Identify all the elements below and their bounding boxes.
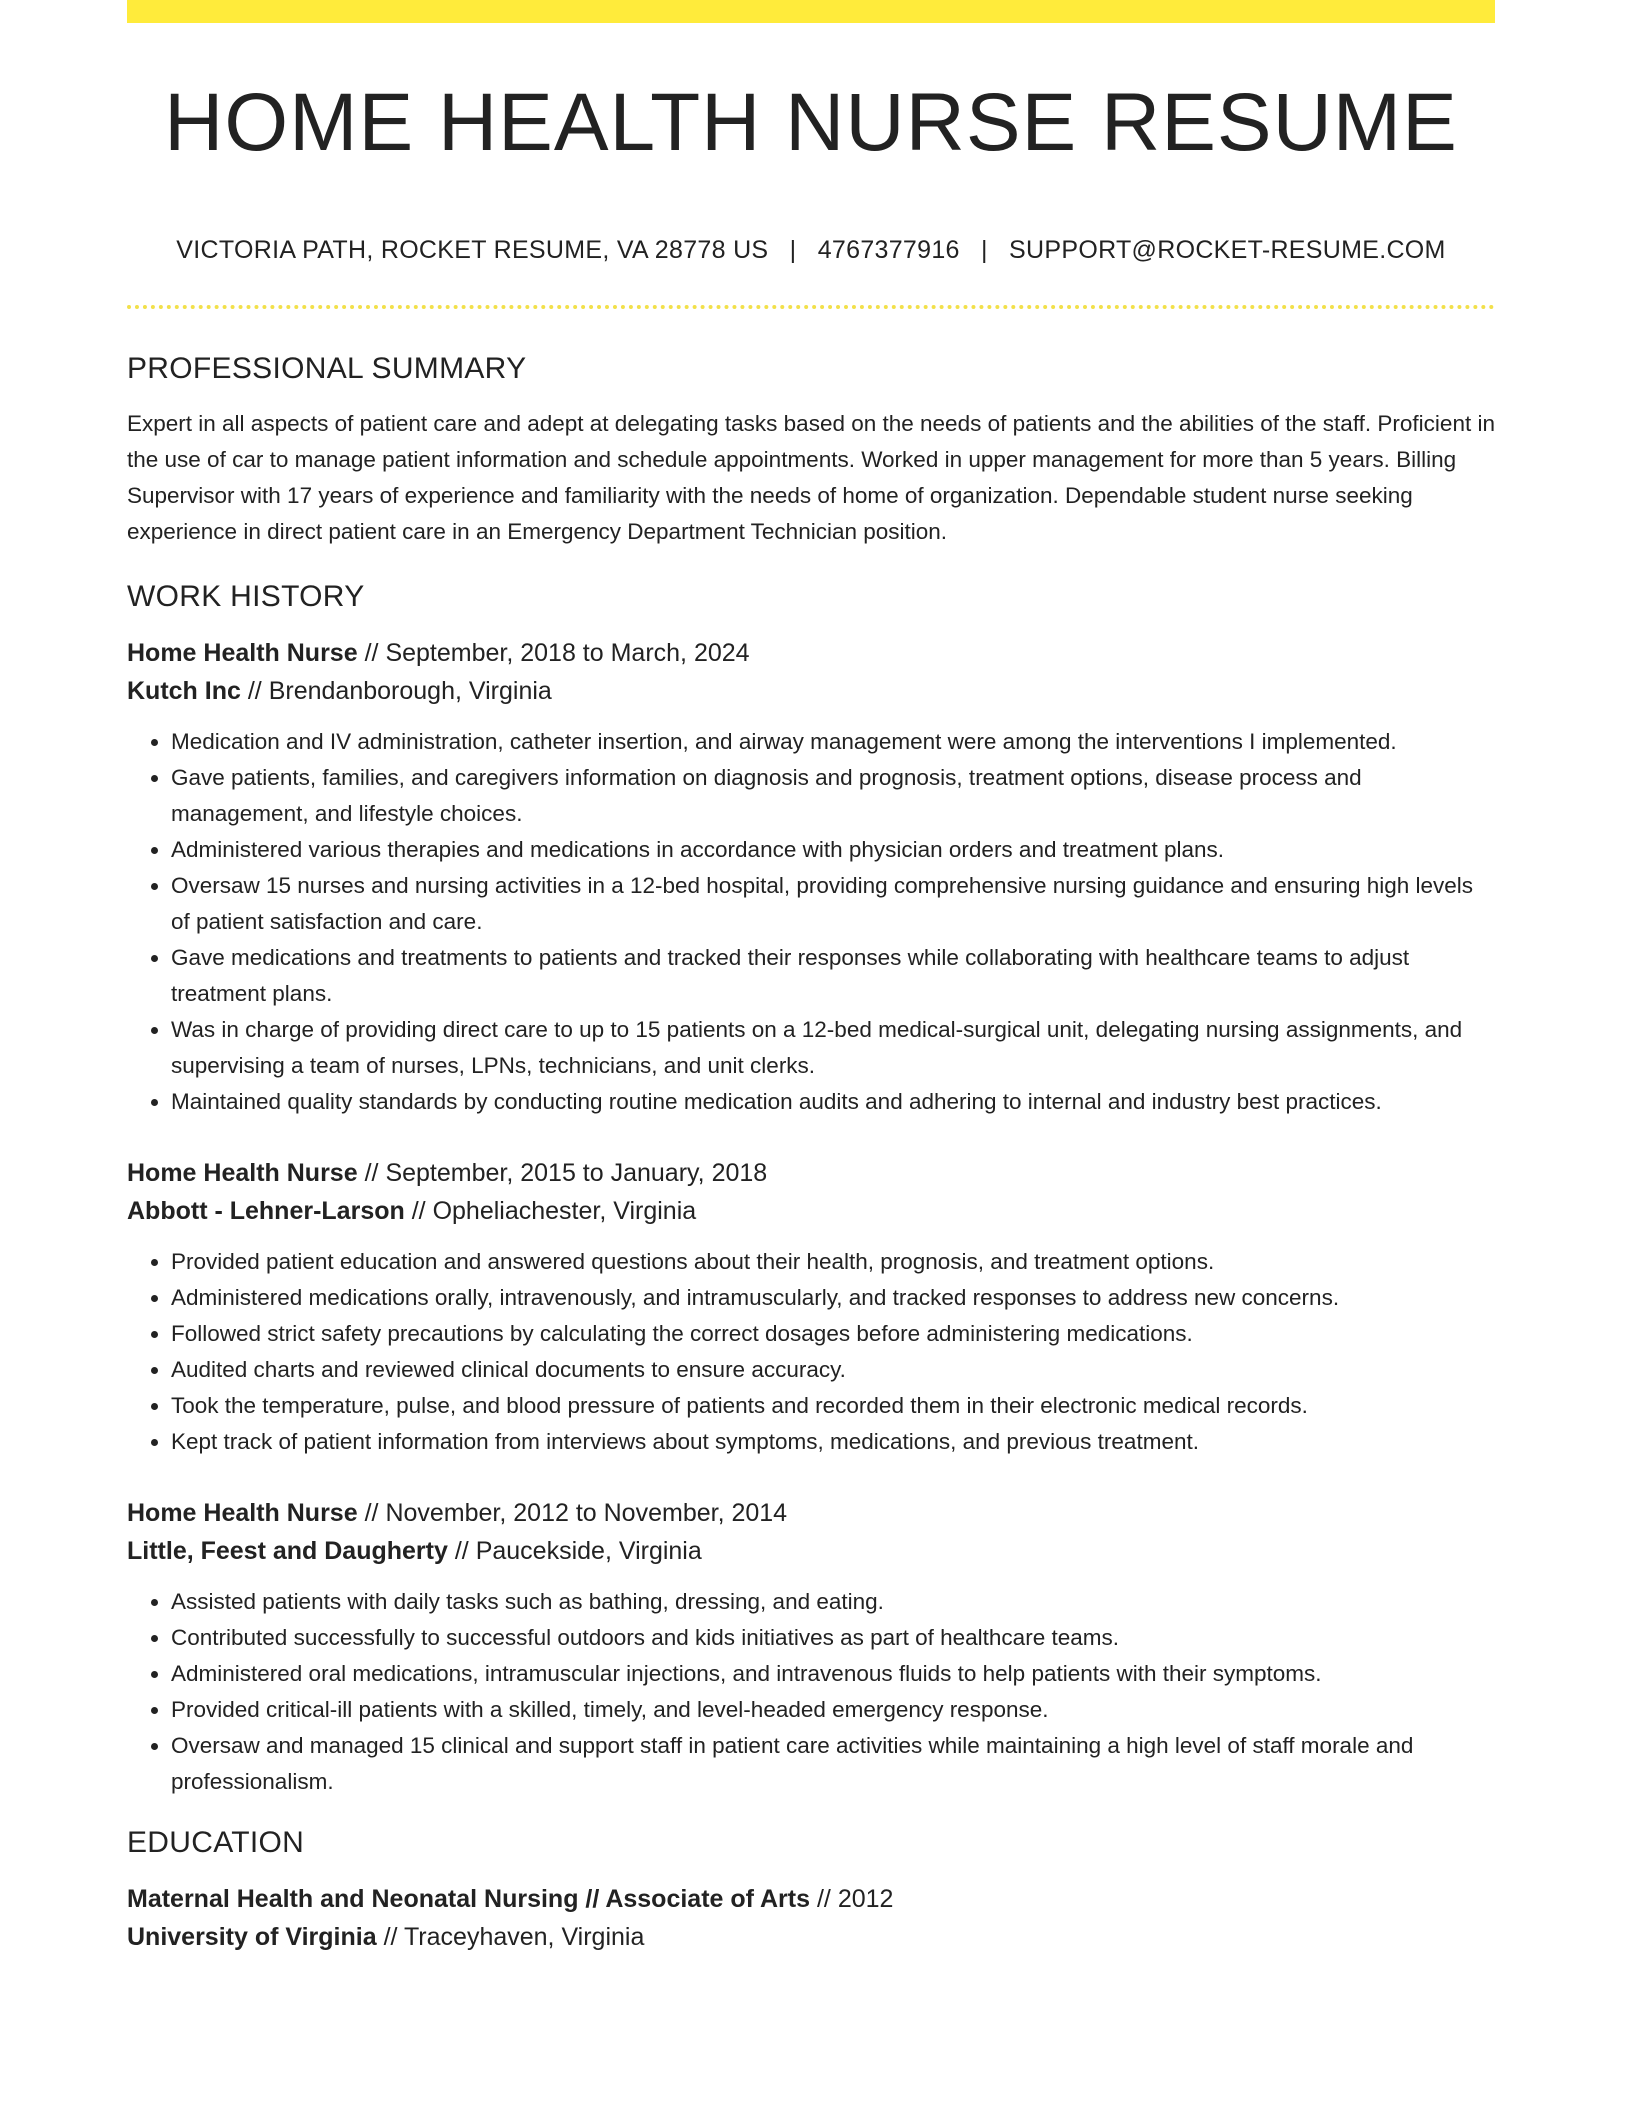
job-divider: //: [364, 639, 379, 667]
job-title-line: [127, 1154, 1495, 1192]
education-school-line: [127, 1918, 1495, 1956]
job-bullet: • Administered oral medications, intramuscular injections, and intravenous fluids to help patients with their symptoms.: [171, 1656, 1495, 1692]
education-degree-line: [127, 1880, 1495, 1918]
job-bullet: • Gave medications and treatments to patients and tracked their responses while collaborating with healthcare teams to adjust treatment plans.: [171, 940, 1495, 1012]
education-divider: //: [816, 1885, 831, 1913]
job-bullet: • Contributed successfully to successful outdoors and kids initiatives as part of healthcare teams.: [171, 1620, 1495, 1656]
job-bullet: • Oversaw 15 nurses and nursing activities in a 12-bed hospital, providing comprehensive nursing guidance and ensuring high levels of patient satisfaction and care.: [171, 868, 1495, 940]
contact-email: SUPPORT@ROCKET-RESUME.COM: [1009, 236, 1446, 264]
job-bullet: • Maintained quality standards by conducting routine medication audits and adhering to internal and industry best practices.: [171, 1084, 1495, 1120]
job-divider: //: [411, 1197, 426, 1225]
job-company: Abbott - Lehner-Larson: [127, 1197, 405, 1225]
job-bullet: • Was in charge of providing direct care to up to 15 patients on a 12-bed medical-surgical unit, delegating nursing assignments, and supervising a team of nurses, LPNs, technicians, and unit clerks.: [171, 1012, 1495, 1084]
job-entry: [127, 1494, 1495, 1800]
job-bullet: • Oversaw and managed 15 clinical and support staff in patient care activities while maintaining a high level of staff morale and professionalism.: [171, 1728, 1495, 1800]
job-divider: //: [364, 1159, 379, 1187]
job-company-line: [127, 1192, 1495, 1230]
job-bullet-list: [127, 1244, 1495, 1460]
job-company: Little, Feest and Daugherty: [127, 1537, 448, 1565]
contact-address: VICTORIA PATH, ROCKET RESUME, VA 28778 US: [176, 236, 769, 264]
contact-line: [127, 236, 1495, 265]
education-degree: Maternal Health and Neonatal Nursing // Associate of Arts: [127, 1885, 811, 1913]
job-entry: [127, 1154, 1495, 1460]
job-bullet: • Followed strict safety precautions by calculating the correct dosages before administering medications.: [171, 1316, 1495, 1352]
job-bullet: • Took the temperature, pulse, and blood pressure of patients and recorded them in their electronic medical records.: [171, 1388, 1495, 1424]
resume-body: [127, 352, 1495, 1956]
job-bullet: • Provided critical-ill patients with a skilled, timely, and level-headed emergency response.: [171, 1692, 1495, 1728]
job-title-line: [127, 634, 1495, 672]
job-bullet-list: [127, 1584, 1495, 1800]
page-title: HOME HEALTH NURSE RESUME: [164, 77, 1458, 168]
job-dates: November, 2012 to November, 2014: [385, 1499, 788, 1527]
work-history-section: [127, 580, 1495, 1800]
job-bullet: • Provided patient education and answered questions about their health, prognosis, and treatment options.: [171, 1244, 1495, 1280]
job-company-line: [127, 1532, 1495, 1570]
summary-section: [127, 352, 1495, 550]
job-bullet: • Administered medications orally, intravenously, and intramuscularly, and tracked responses to address new concerns.: [171, 1280, 1495, 1316]
job-bullet: • Medication and IV administration, catheter insertion, and airway management were among the interventions I implemented.: [171, 724, 1495, 760]
dotted-divider: [127, 305, 1495, 309]
job-list: [127, 634, 1495, 1800]
job-divider: //: [454, 1537, 469, 1565]
job-location: Brendanborough, Virginia: [268, 677, 552, 705]
work-history-heading: WORK HISTORY: [127, 580, 365, 613]
job-company: Kutch Inc: [127, 677, 241, 705]
job-bullet: • Kept track of patient information from interviews about symptoms, medications, and previous treatment.: [171, 1424, 1495, 1460]
job-title-line: [127, 1494, 1495, 1532]
education-section: [127, 1826, 1495, 1956]
education-year: 2012: [837, 1885, 894, 1913]
contact-separator: |: [981, 236, 988, 264]
job-dates: September, 2018 to March, 2024: [385, 639, 750, 667]
job-location: Opheliachester, Virginia: [432, 1197, 697, 1225]
summary-text: Expert in all aspects of patient care and adept at delegating tasks based on the needs of patients and the abilities of the staff. Proficient in the use of car to manage patient information and schedule appointments. Worked in upper management for more than 5 years. Billing Supervisor with 17 years of experience and familiarity with the needs of home of organization. Dependable student nurse seeking experience in direct patient care in an Emergency Department Technician position.: [127, 411, 1495, 544]
job-company-line: [127, 672, 1495, 710]
contact-phone: 4767377916: [817, 236, 960, 264]
job-divider: //: [247, 677, 262, 705]
job-title: Home Health Nurse: [127, 1159, 358, 1187]
job-bullet: • Administered various therapies and medications in accordance with physician orders and treatment plans.: [171, 832, 1495, 868]
job-location: Paucekside, Virginia: [475, 1537, 702, 1565]
summary-heading: PROFESSIONAL SUMMARY: [127, 352, 527, 385]
education-divider: //: [383, 1923, 398, 1951]
job-bullet-list: [127, 724, 1495, 1120]
education-location: Traceyhaven, Virginia: [403, 1923, 645, 1951]
job-dates: September, 2015 to January, 2018: [385, 1159, 768, 1187]
job-title: Home Health Nurse: [127, 1499, 358, 1527]
education-heading: EDUCATION: [127, 1826, 305, 1859]
top-accent-bar: [127, 0, 1495, 23]
job-entry: [127, 634, 1495, 1120]
job-divider: //: [364, 1499, 379, 1527]
job-bullet: • Audited charts and reviewed clinical documents to ensure accuracy.: [171, 1352, 1495, 1388]
job-bullet: • Gave patients, families, and caregivers information on diagnosis and prognosis, treatment options, disease process and management, and lifestyle choices.: [171, 760, 1495, 832]
education-school: University of Virginia: [127, 1923, 377, 1951]
job-title: Home Health Nurse: [127, 639, 358, 667]
job-bullet: • Assisted patients with daily tasks such as bathing, dressing, and eating.: [171, 1584, 1495, 1620]
contact-separator: |: [789, 236, 797, 264]
